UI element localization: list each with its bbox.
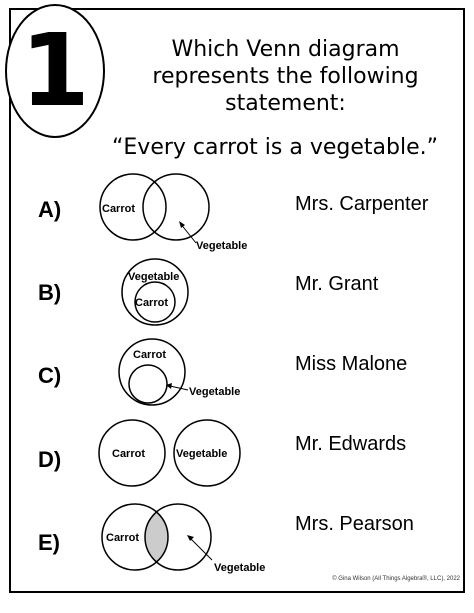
carrot-label: Carrot [102, 203, 136, 215]
statement-text: “Every carrot is a vegetable.” [112, 135, 438, 160]
venn-diagram-c [119, 339, 240, 405]
question-line-1: Which Venn diagram [171, 37, 400, 62]
vegetable-label: Vegetable [189, 386, 241, 398]
arrowhead [187, 535, 194, 541]
vegetable-label: Vegetable [196, 240, 248, 252]
question-line-2: represents the following [152, 64, 419, 89]
venn-diagram-e [102, 504, 265, 574]
pointer-arrow [170, 386, 188, 390]
problem-number: 1 [20, 12, 90, 129]
carrot-label: Carrot [112, 448, 146, 460]
teacher-name-c: Miss Malone [295, 353, 408, 375]
vegetable-label: Vegetable [128, 271, 180, 283]
copyright-notice: © Gina Wilson (All Things Algebra®, LLC), 2022 [332, 576, 460, 582]
teacher-name-a: Mrs. Carpenter [295, 193, 429, 215]
vegetable-circle [129, 365, 167, 403]
carrot-label: Carrot [135, 297, 169, 309]
carrot-label: Carrot [106, 532, 140, 544]
vegetable-circle [143, 174, 209, 240]
teacher-name-d: Mr. Edwards [295, 433, 407, 455]
carrot-label: Carrot [133, 349, 167, 361]
venn-diagram-b [122, 259, 188, 325]
venn-diagram-a [100, 174, 247, 252]
option-d-letter: D) [38, 447, 62, 472]
option-a-letter: A) [38, 197, 62, 222]
vegetable-label: Vegetable [214, 562, 266, 574]
teacher-name-b: Mr. Grant [295, 273, 379, 295]
vegetable-label: Vegetable [176, 448, 228, 460]
option-b-letter: B) [38, 280, 62, 305]
question-line-3: statement: [225, 91, 346, 116]
option-c-letter: C) [38, 363, 62, 388]
arrowhead [179, 221, 185, 228]
option-e-letter: E) [38, 530, 60, 555]
venn-diagram-d [99, 420, 240, 486]
vegetable-circle [122, 259, 188, 325]
teacher-name-e: Mrs. Pearson [295, 513, 414, 535]
